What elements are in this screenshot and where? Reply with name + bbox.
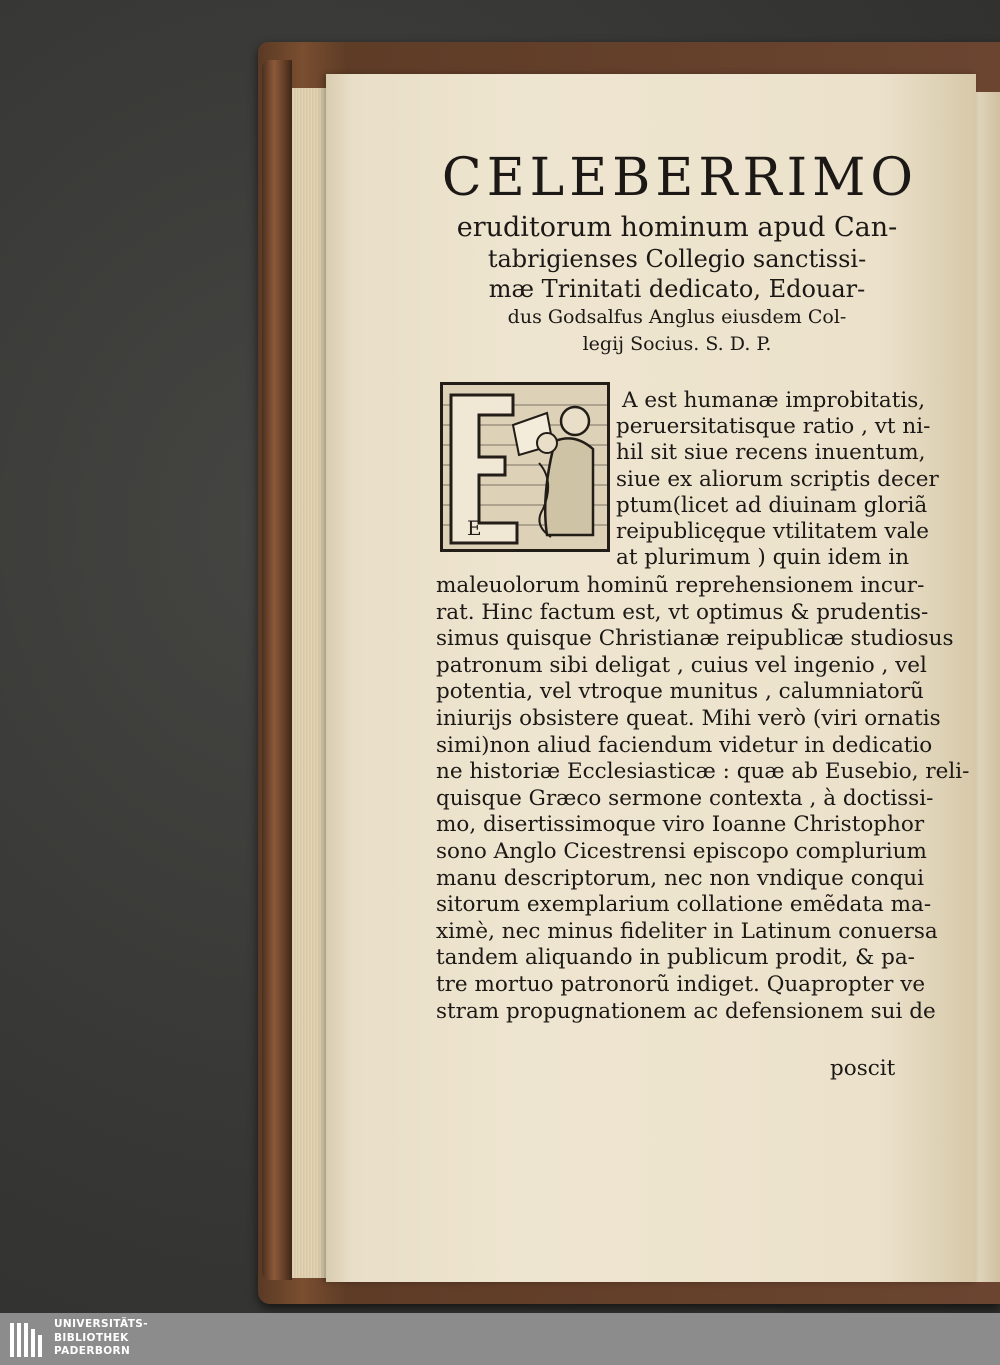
body-line: ptum(licet ad diuinam gloriã	[616, 492, 928, 518]
body-line: mo, disertissimoque viro Ioanne Christophor	[436, 812, 925, 838]
book-spine	[262, 60, 292, 1280]
library-logo-icon	[8, 1319, 48, 1361]
body-line: sitorum exemplarium collatione emẽdata ma-	[436, 892, 932, 918]
body-line: iniurijs obsistere queat. Mihi verò (viri ornatis	[436, 706, 941, 731]
body-line: peruersitatisque ratio , vt ni-	[616, 414, 931, 440]
footer-bar	[0, 1313, 1000, 1365]
body-line: simi)non aliud faciendum videtur in dedicatio	[436, 732, 933, 758]
body-line: quisque Græco sermone contexta , à doctissi-	[436, 785, 934, 811]
page-title: CELEBERRIMO	[441, 148, 919, 208]
heading-line: tabrigienses Collegio sanctissi-	[487, 245, 867, 273]
heading-line: eruditorum hominum apud Can-	[456, 212, 898, 243]
heading-line: legij Socius. S. D. P.	[582, 333, 772, 355]
body-line: tre mortuo patronorũ indiget. Quapropter ve	[436, 972, 926, 997]
woodcut-illustration-icon	[443, 385, 607, 549]
body-line: sono Anglo Cicestrensi episcopo complurium	[436, 839, 927, 864]
body-line: tandem aliquando in publicum prodit, & pa-	[436, 945, 915, 971]
body-line: maleuolorum hominũ reprehensionem incur-	[436, 573, 925, 598]
body-line: at plurimum ) quin idem in	[616, 545, 910, 571]
heading-line: mæ Trinitati dedicato, Edouar-	[488, 275, 866, 303]
body-line: patronum sibi deligat , cuius vel ingenio , vel	[436, 652, 927, 678]
body-line: simus quisque Christianæ reipublicæ studiosus	[436, 626, 954, 652]
body-line: manu descriptorum, nec non vndique conqui	[436, 865, 925, 891]
logo-line: BIBLIOTHEK	[54, 1331, 129, 1344]
body-line: ne historiæ Ecclesiasticæ : quæ ab Eusebio, reli-	[436, 759, 970, 785]
body-line: A est humanæ improbitatis,	[622, 388, 926, 413]
catchword: poscit	[830, 1056, 896, 1081]
heading-line: dus Godsalfus Anglus eiusdem Col-	[507, 306, 847, 328]
svg-text:E: E	[467, 516, 482, 540]
decorated-initial	[440, 382, 610, 552]
library-logo-text	[54, 1318, 148, 1359]
body-line: reipublicęque vtilitatem vale	[616, 519, 929, 544]
body-line: hil sit siue recens inuentum,	[616, 440, 926, 466]
body-line: stram propugnationem ac defensionem sui de	[436, 998, 936, 1024]
body-line: siue ex aliorum scriptis decer	[616, 466, 939, 492]
body-line: ximè, nec minus fideliter in Latinum conuersa	[436, 918, 938, 944]
logo-line: UNIVERSITÄTS-	[54, 1318, 149, 1330]
body-line: rat. Hinc factum est, vt optimus & prudentis-	[436, 599, 929, 625]
body-line: potentia, vel vtroque munitus , calumniatorũ	[436, 679, 924, 705]
logo-line: PADERBORN	[54, 1345, 131, 1357]
